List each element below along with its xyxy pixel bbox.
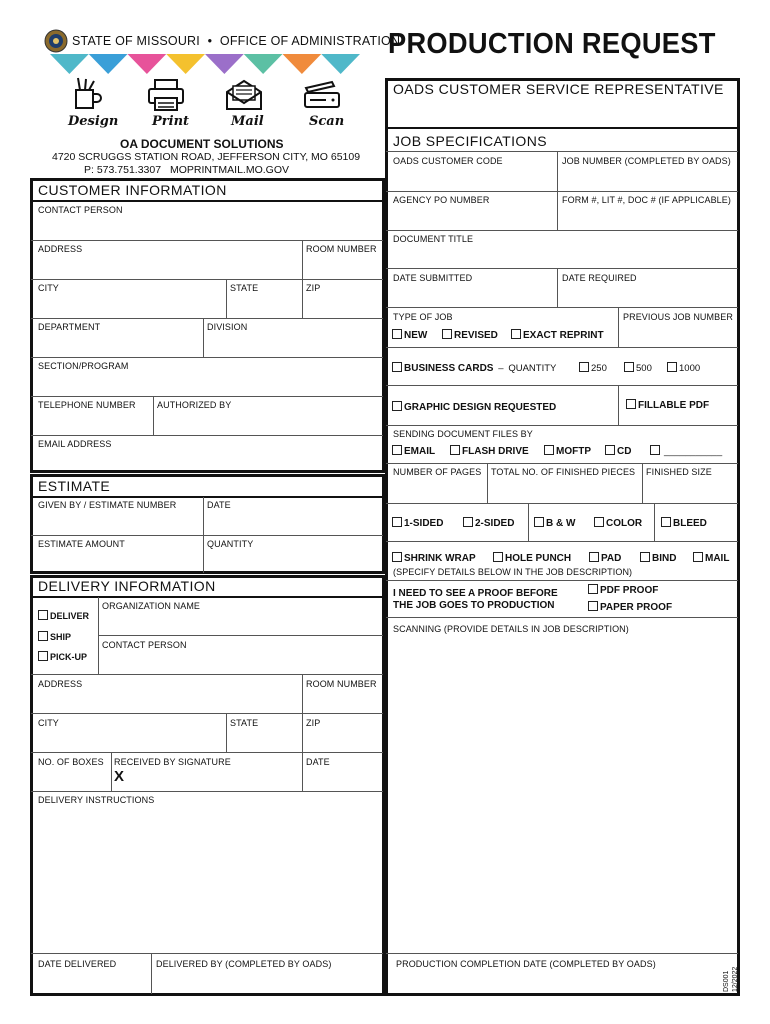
- quantity-1000-label: 1000: [679, 363, 701, 374]
- paper-proof-option[interactable]: [588, 601, 672, 613]
- quantity-250-checkbox[interactable]: [579, 362, 589, 372]
- received-by-label: RECEIVED BY SIGNATURE: [114, 757, 231, 767]
- job-spec-title: JOB SPECIFICATIONS: [393, 133, 547, 149]
- color-checkbox[interactable]: [594, 517, 604, 527]
- email-address-label: EMAIL ADDRESS: [38, 439, 112, 449]
- graphic-design-label: GRAPHIC DESIGN REQUESTED: [404, 402, 557, 413]
- number-of-pages-input[interactable]: [393, 480, 483, 500]
- email-address-input[interactable]: [38, 451, 378, 469]
- form-code-revision: 12/2022: [732, 966, 739, 992]
- hole-punch-option[interactable]: [493, 552, 571, 564]
- quantity-500-label: 500: [636, 363, 652, 374]
- completion-date-label: PRODUCTION COMPLETION DATE (COMPLETED BY OADS): [396, 959, 656, 969]
- send-other-checkbox[interactable]: [650, 445, 660, 455]
- state-input[interactable]: [230, 295, 300, 315]
- shrink-wrap-label: SHRINK WRAP: [404, 553, 476, 564]
- color-option[interactable]: [594, 517, 642, 529]
- pennant-flag: [166, 54, 205, 74]
- telephone-label: TELEPHONE NUMBER: [38, 400, 136, 410]
- room-number-label: ROOM NUMBER: [306, 244, 377, 254]
- previous-job-input[interactable]: [623, 324, 733, 344]
- finished-pieces-label: TOTAL NO. OF FINISHED PIECES: [491, 467, 636, 477]
- section-program-input[interactable]: [38, 373, 378, 393]
- form-code-number: DS001: [723, 970, 730, 992]
- date-delivered-input[interactable]: [38, 972, 148, 992]
- quantity-1000-checkbox[interactable]: [667, 362, 677, 372]
- bind-option[interactable]: [640, 552, 676, 564]
- type-exact-reprint-option[interactable]: [511, 329, 604, 341]
- dept-phone: P: 573.751.3307: [84, 164, 162, 176]
- send-moftp-label: MOFTP: [556, 446, 591, 457]
- boxes-input[interactable]: [38, 769, 108, 789]
- type-new-option[interactable]: [392, 329, 427, 341]
- send-moftp-checkbox[interactable]: [544, 445, 554, 455]
- send-other-blank[interactable]: ___________: [664, 446, 723, 457]
- send-email-label: EMAIL: [404, 446, 436, 457]
- section-program-label: SECTION/PROGRAM: [38, 361, 129, 371]
- job-number-input[interactable]: [562, 168, 734, 188]
- division-input[interactable]: [207, 334, 379, 354]
- delivery-date-label: DATE: [306, 757, 330, 767]
- delivery-state-input[interactable]: [230, 730, 300, 750]
- org-separator: •: [207, 34, 213, 48]
- org-office: OFFICE OF ADMINISTRATION: [219, 34, 401, 48]
- hole-punch-label: HOLE PUNCH: [505, 553, 572, 564]
- printer-icon: [146, 78, 186, 112]
- delivery-address-label: ADDRESS: [38, 679, 83, 689]
- date-required-input[interactable]: [562, 285, 734, 305]
- bw-checkbox[interactable]: [534, 517, 544, 527]
- send-cd-option[interactable]: [605, 445, 631, 457]
- type-revised-label: REVISED: [454, 330, 498, 341]
- paper-proof-checkbox[interactable]: [588, 601, 598, 611]
- dept-website: MOPRINTMAIL.MO.GOV: [170, 164, 290, 176]
- delivery-room-label: ROOM NUMBER: [306, 679, 377, 689]
- shrink-wrap-option[interactable]: [392, 552, 476, 564]
- pad-option[interactable]: [589, 552, 621, 564]
- date-submitted-input[interactable]: [393, 285, 553, 305]
- city-input[interactable]: [38, 295, 223, 315]
- ship-label: SHIP: [50, 632, 72, 642]
- send-flash-drive-checkbox[interactable]: [450, 445, 460, 455]
- bw-label: B & W: [546, 518, 576, 529]
- service-print: Print: [152, 114, 190, 129]
- send-cd-checkbox[interactable]: [605, 445, 615, 455]
- agency-po-label: AGENCY PO NUMBER: [393, 195, 490, 205]
- send-email-option[interactable]: [392, 445, 435, 457]
- estimate-amount-label: ESTIMATE AMOUNT: [38, 539, 125, 549]
- oads-customer-code-label: OADS CUSTOMER CODE: [393, 156, 503, 166]
- send-moftp-option[interactable]: [544, 445, 591, 457]
- deliver-checkbox[interactable]: [38, 610, 48, 620]
- ship-checkbox[interactable]: [38, 631, 48, 641]
- form-code: [722, 958, 742, 994]
- deliver-label: DELIVER: [50, 611, 90, 621]
- oads-customer-code-input[interactable]: [393, 168, 553, 188]
- shrink-wrap-checkbox[interactable]: [392, 552, 402, 562]
- pennant-flag: [244, 54, 283, 74]
- quantity-dash: –: [498, 363, 504, 374]
- bind-checkbox[interactable]: [640, 552, 650, 562]
- type-new-checkbox[interactable]: [392, 329, 402, 339]
- estimate-amount-input[interactable]: [38, 551, 200, 571]
- color-label: COLOR: [606, 518, 643, 529]
- delivery-instructions-textarea[interactable]: [38, 809, 378, 947]
- delivery-city-input[interactable]: [38, 730, 223, 750]
- type-revised-option[interactable]: [442, 329, 498, 341]
- service-mail: Mail: [231, 114, 264, 129]
- pdf-proof-option[interactable]: [588, 584, 658, 596]
- oads-rep-title: OADS CUSTOMER SERVICE REPRESENTATIVE: [393, 81, 724, 97]
- received-by-signature-input[interactable]: [130, 770, 298, 790]
- sending-files-label: SENDING DOCUMENT FILES BY: [393, 429, 533, 439]
- business-cards-quantity-label: QUANTITY: [508, 363, 557, 374]
- delivery-date-input[interactable]: [306, 769, 380, 789]
- delivered-by-input[interactable]: [156, 972, 380, 992]
- mail-checkbox[interactable]: [693, 552, 703, 562]
- estimate-quantity-label: QUANTITY: [207, 539, 254, 549]
- oads-rep-input[interactable]: [393, 100, 733, 122]
- date-required-label: DATE REQUIRED: [562, 273, 637, 283]
- quantity-500-option[interactable]: [624, 362, 652, 374]
- fillable-pdf-label: FILLABLE PDF: [638, 400, 710, 411]
- department-label: DEPARTMENT: [38, 322, 101, 332]
- send-flash-drive-label: FLASH DRIVE: [462, 446, 529, 457]
- quantity-500-checkbox[interactable]: [624, 362, 634, 372]
- send-other-option[interactable]: [650, 445, 722, 457]
- delivery-info-title: DELIVERY INFORMATION: [38, 578, 216, 594]
- completion-date-input[interactable]: [396, 972, 706, 992]
- finished-pieces-input[interactable]: [491, 480, 639, 500]
- pickup-option[interactable]: [38, 651, 87, 663]
- customer-info-title: CUSTOMER INFORMATION: [38, 182, 227, 198]
- delivery-contact-label: CONTACT PERSON: [102, 640, 187, 650]
- fillable-pdf-option[interactable]: [626, 399, 709, 411]
- hole-punch-checkbox[interactable]: [493, 552, 503, 562]
- business-cards-checkbox[interactable]: [392, 362, 402, 372]
- send-email-checkbox[interactable]: [392, 445, 402, 455]
- department-input[interactable]: [38, 334, 200, 354]
- quantity-250-option[interactable]: [579, 362, 607, 374]
- pickup-checkbox[interactable]: [38, 651, 48, 661]
- pennant-flag: [321, 54, 360, 74]
- missouri-seal-icon: [44, 29, 68, 53]
- bleed-checkbox[interactable]: [661, 517, 671, 527]
- delivery-state-label: STATE: [230, 718, 259, 728]
- two-sided-option[interactable]: [463, 517, 514, 529]
- contact-person-label: CONTACT PERSON: [38, 205, 123, 215]
- bw-option[interactable]: [534, 517, 575, 529]
- mail-option[interactable]: [693, 552, 729, 564]
- pennant-flag: [128, 54, 167, 74]
- business-cards-label: BUSINESS CARDS: [404, 363, 494, 374]
- delivery-address-input[interactable]: [38, 691, 298, 711]
- fillable-pdf-checkbox[interactable]: [626, 399, 636, 409]
- delivery-instructions-label: DELIVERY INSTRUCTIONS: [38, 795, 155, 805]
- number-of-pages-label: NUMBER OF PAGES: [393, 467, 482, 477]
- scanner-icon: [302, 80, 342, 110]
- pad-label: PAD: [601, 553, 622, 564]
- page-title: PRODUCTION REQUEST: [388, 28, 716, 60]
- state-label: STATE: [230, 283, 259, 293]
- mail-label: MAIL: [705, 553, 730, 564]
- job-description-textarea[interactable]: [393, 638, 733, 943]
- pdf-proof-label: PDF PROOF: [600, 585, 659, 596]
- one-sided-option[interactable]: [392, 517, 443, 529]
- quantity-1000-option[interactable]: [667, 362, 700, 374]
- previous-job-label: PREVIOUS JOB NUMBER: [623, 312, 733, 322]
- quantity-250-label: 250: [591, 363, 607, 374]
- type-exact-reprint-label: EXACT REPRINT: [523, 330, 604, 341]
- deliver-option[interactable]: [38, 610, 89, 622]
- proof-text-line-1: I NEED TO SEE A PROOF BEFORE: [393, 588, 558, 599]
- pdf-proof-checkbox[interactable]: [588, 584, 598, 594]
- delivery-contact-input[interactable]: [102, 652, 380, 672]
- estimate-date-label: DATE: [207, 500, 231, 510]
- form-number-label: FORM #, LIT #, DOC # (IF APPLICABLE): [562, 195, 731, 205]
- address-input[interactable]: [38, 256, 298, 276]
- type-exact-reprint-checkbox[interactable]: [511, 329, 521, 339]
- telephone-input[interactable]: [38, 412, 150, 432]
- dept-contact: [84, 164, 289, 176]
- two-sided-label: 2-SIDED: [475, 518, 515, 529]
- city-label: CITY: [38, 283, 59, 293]
- division-label: DIVISION: [207, 322, 248, 332]
- agency-po-input[interactable]: [393, 207, 553, 227]
- form-number-input[interactable]: [562, 207, 734, 227]
- document-title-label: DOCUMENT TITLE: [393, 234, 474, 244]
- organization-name-label: ORGANIZATION NAME: [102, 601, 201, 611]
- two-sided-checkbox[interactable]: [463, 517, 473, 527]
- bleed-label: BLEED: [673, 518, 707, 529]
- business-cards-option[interactable]: [392, 362, 556, 374]
- one-sided-checkbox[interactable]: [392, 517, 402, 527]
- pickup-label: PICK-UP: [50, 652, 88, 662]
- given-by-label: GIVEN BY / ESTIMATE NUMBER: [38, 500, 177, 510]
- graphic-design-checkbox[interactable]: [392, 401, 402, 411]
- design-icon: [70, 76, 104, 112]
- delivery-zip-input[interactable]: [306, 730, 380, 750]
- zip-label: ZIP: [306, 283, 321, 293]
- pennant-flag: [89, 54, 128, 74]
- mail-envelope-icon: [224, 78, 264, 112]
- room-number-input[interactable]: [306, 256, 380, 276]
- given-by-input[interactable]: [38, 512, 200, 532]
- delivery-zip-label: ZIP: [306, 718, 321, 728]
- delivery-city-label: CITY: [38, 718, 59, 728]
- estimate-title: ESTIMATE: [38, 478, 111, 494]
- bind-label: BIND: [652, 553, 677, 564]
- paper-proof-label: PAPER PROOF: [600, 602, 673, 613]
- address-label: ADDRESS: [38, 244, 83, 254]
- boxes-label: NO. OF BOXES: [38, 757, 104, 767]
- finished-size-label: FINISHED SIZE: [646, 467, 712, 477]
- bleed-option[interactable]: [661, 517, 707, 529]
- document-title-input[interactable]: [393, 246, 733, 266]
- ship-option[interactable]: [38, 631, 71, 643]
- type-new-label: NEW: [404, 330, 428, 341]
- zip-input[interactable]: [306, 295, 380, 315]
- proof-text: [393, 588, 558, 612]
- dept-address: 4720 SCRUGGS STATION ROAD, JEFFERSON CITY, MO 65109: [52, 151, 361, 163]
- dept-name: OA DOCUMENT SOLUTIONS: [120, 137, 284, 151]
- contact-person-input[interactable]: [38, 217, 378, 237]
- date-submitted-label: DATE SUBMITTED: [393, 273, 473, 283]
- estimate-date-input[interactable]: [207, 512, 379, 532]
- send-flash-drive-option[interactable]: [450, 445, 529, 457]
- type-of-job-label: TYPE OF JOB: [393, 312, 453, 322]
- proof-text-line-2: THE JOB GOES TO PRODUCTION: [393, 600, 555, 611]
- pennant-banner: [50, 54, 360, 76]
- finished-size-input[interactable]: [646, 480, 734, 500]
- service-design: Design: [68, 114, 119, 129]
- org-line: [72, 34, 400, 48]
- pennant-flag: [50, 54, 89, 74]
- signature-x-mark: X: [114, 768, 125, 785]
- date-delivered-label: DATE DELIVERED: [38, 959, 117, 969]
- authorized-by-label: AUTHORIZED BY: [157, 400, 232, 410]
- type-revised-checkbox[interactable]: [442, 329, 452, 339]
- delivered-by-label: DELIVERED BY (COMPLETED BY OADS): [156, 959, 332, 969]
- pennant-flag: [283, 54, 322, 74]
- org-state: STATE OF MISSOURI: [72, 34, 200, 48]
- pennant-flag: [205, 54, 244, 74]
- scanning-label: SCANNING (PROVIDE DETAILS IN JOB DESCRIPTION): [393, 624, 629, 634]
- pad-checkbox[interactable]: [589, 552, 599, 562]
- estimate-quantity-input[interactable]: [207, 551, 379, 571]
- organization-name-input[interactable]: [102, 613, 380, 633]
- graphic-design-option[interactable]: [392, 401, 556, 413]
- job-number-label: JOB NUMBER (COMPLETED BY OADS): [562, 156, 731, 166]
- authorized-by-input[interactable]: [157, 412, 379, 432]
- one-sided-label: 1-SIDED: [404, 518, 444, 529]
- delivery-room-input[interactable]: [306, 691, 380, 711]
- specify-note: (SPECIFY DETAILS BELOW IN THE JOB DESCRIPTION): [393, 567, 633, 577]
- send-cd-label: CD: [617, 446, 632, 457]
- service-scan: Scan: [309, 114, 345, 129]
